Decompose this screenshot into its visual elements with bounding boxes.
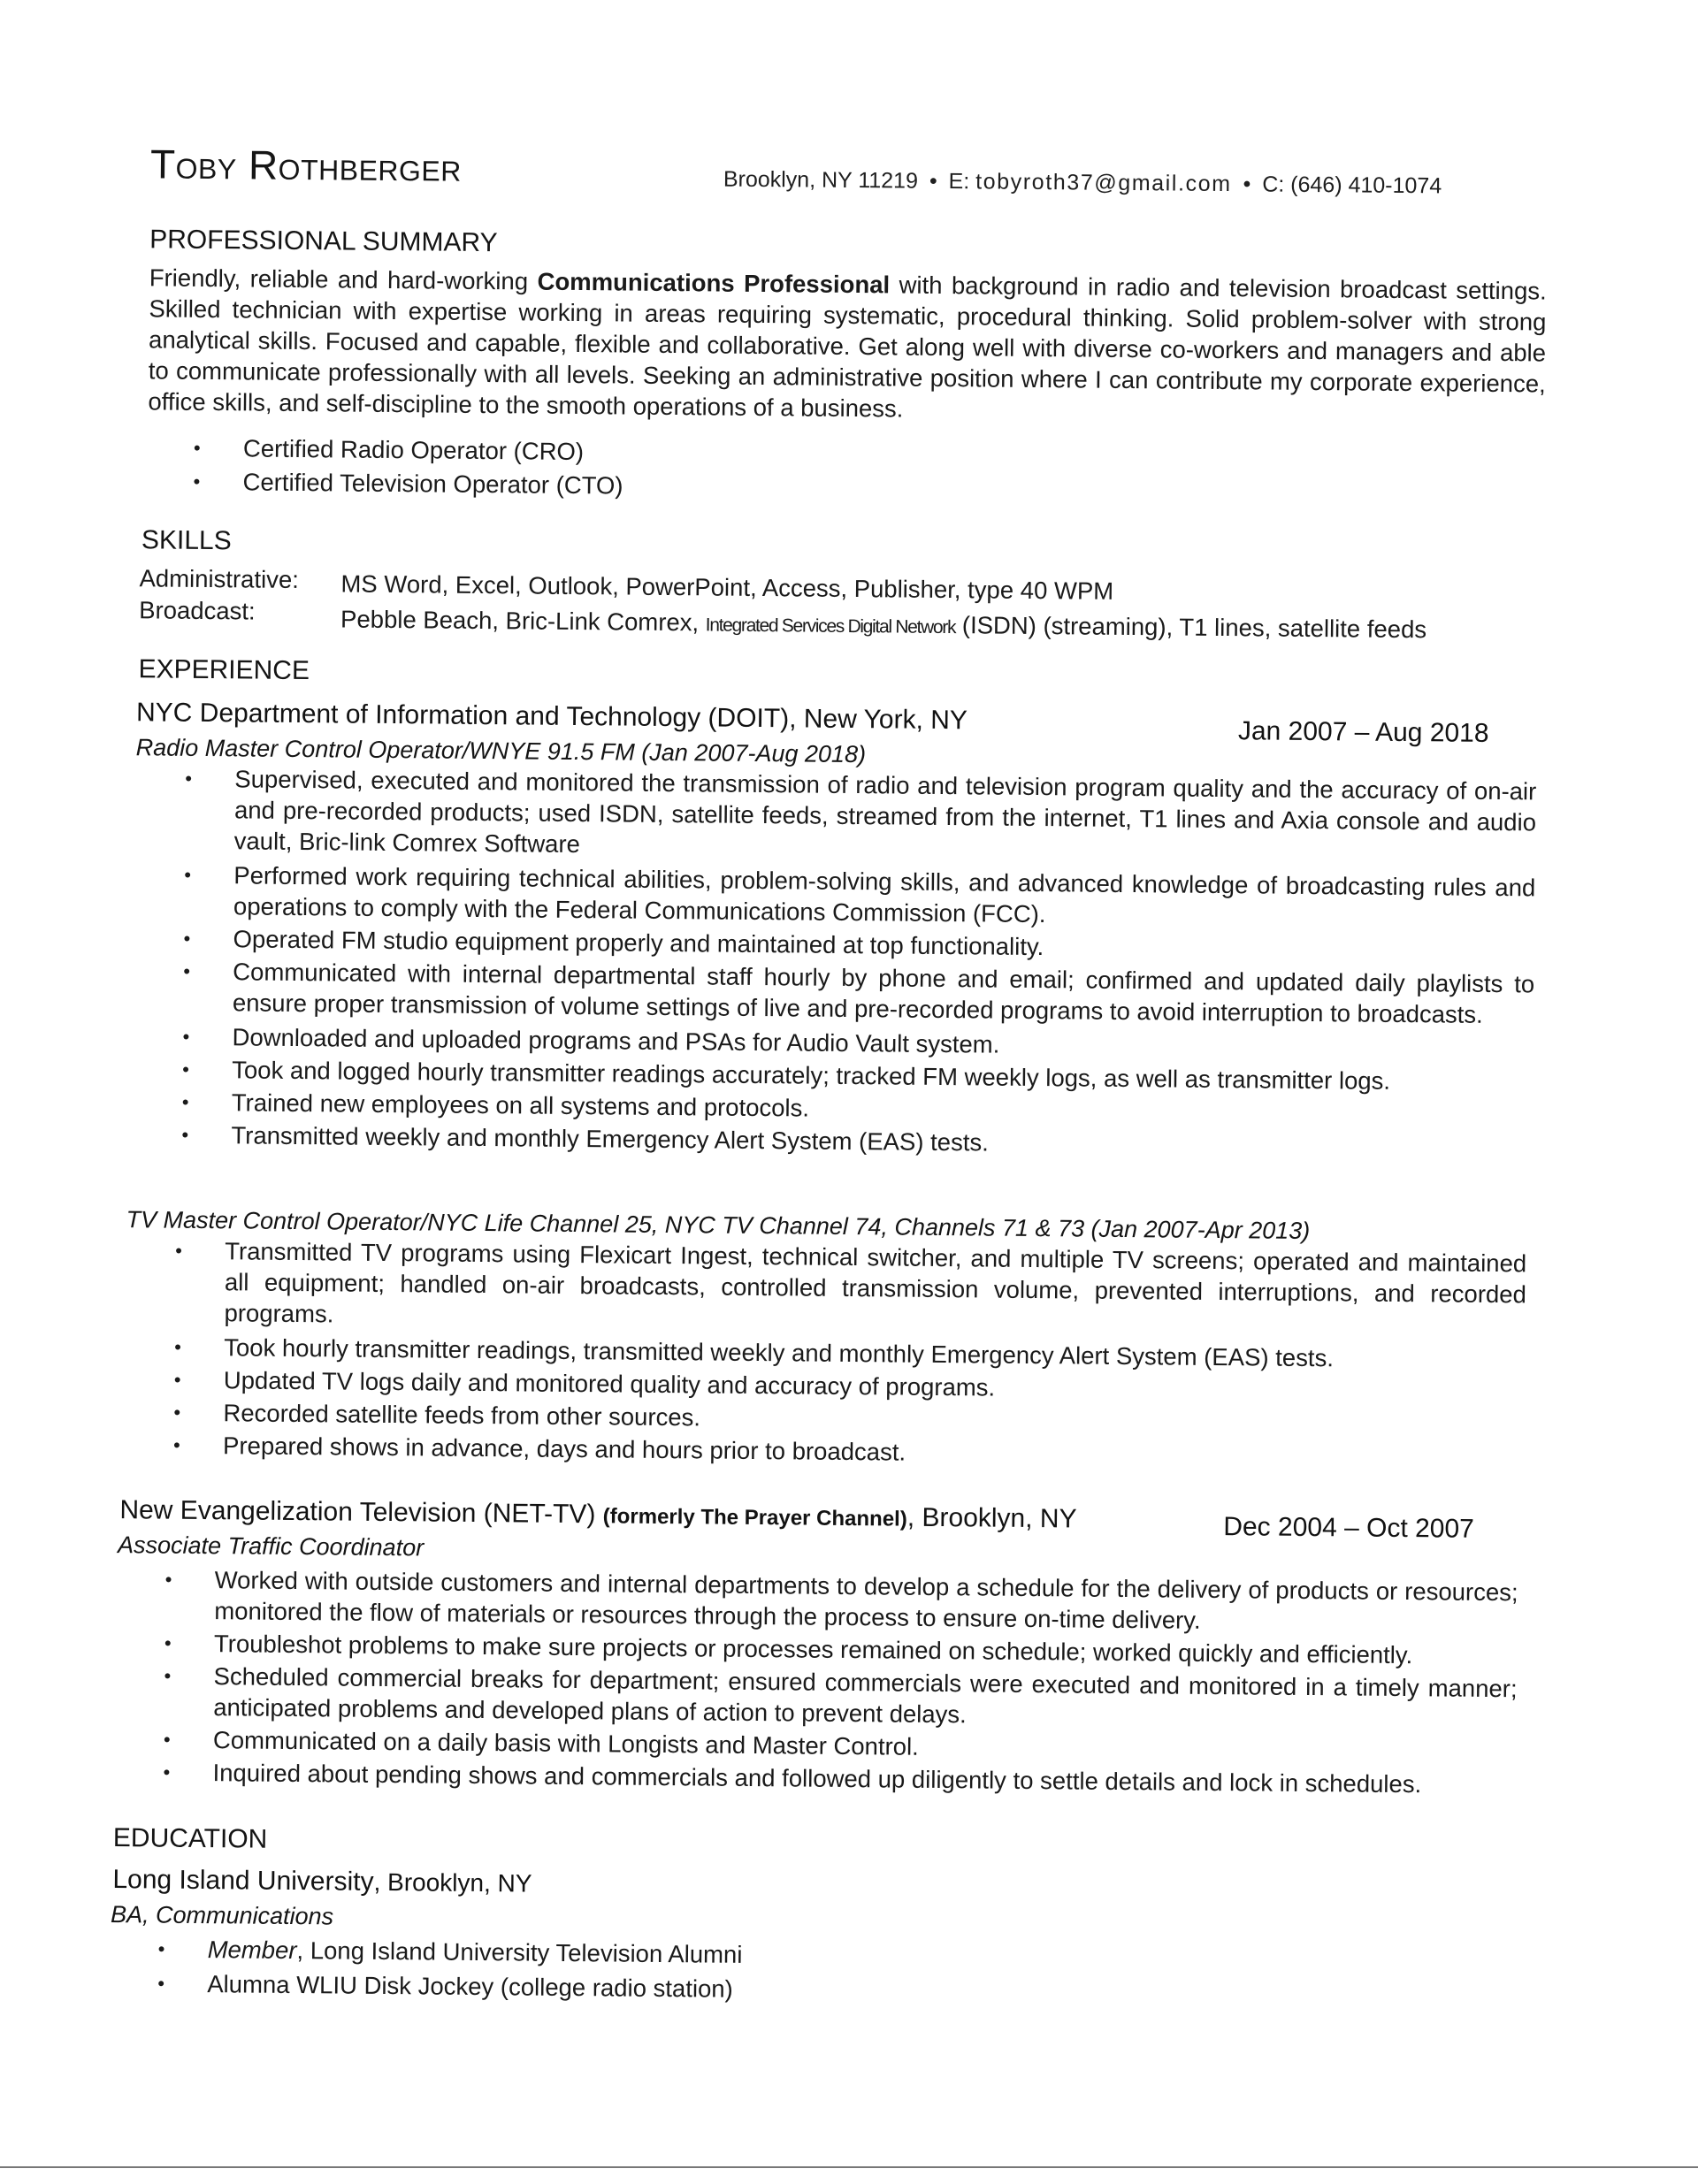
duty-text: Prepared shows in advance, days and hours prior to broadcast. xyxy=(222,1432,906,1466)
duty-text: Transmitted TV programs using Flexicart Ingest, technical switcher, and multiple TV screens; operated and maintained all equipment; handled on-air broadcasts, controlled transmission volume, prevented interruptions, and recorded programs. xyxy=(224,1237,1527,1328)
list-item xyxy=(164,1564,1518,1638)
summary-paragraph xyxy=(148,262,1547,430)
cert-text: Certified Television Operator (CTO) xyxy=(242,468,623,500)
duty-text: Took hourly transmitter readings, transmitted weekly and monthly Emergency Alert System (EAS) tests. xyxy=(224,1333,1335,1372)
bullet-dot: • xyxy=(173,1368,181,1391)
traffic-duties-list xyxy=(163,1564,1518,1800)
bullet-dot: • xyxy=(157,1937,165,1960)
bullet-dot: • xyxy=(193,470,201,493)
duty-text: Inquired about pending shows and commercials and followed up diligently to settle details and lock in schedules. xyxy=(212,1759,1422,1798)
education-school xyxy=(112,1864,532,1899)
duty-text: Worked with outside customers and internal departments to develop a schedule for the delivery of products or resources; monitored the flow of materials or resources through the process to ensure on-time delivery. xyxy=(214,1566,1518,1634)
summary-heading: PROFESSIONAL SUMMARY xyxy=(149,225,498,258)
bullet-dot: • xyxy=(175,1239,183,1262)
job-dates-nettv: Dec 2004 – Oct 2007 xyxy=(1223,1512,1474,1544)
bullet-dot: • xyxy=(163,1728,171,1751)
org-note: (formerly The Prayer Channel) xyxy=(602,1504,907,1531)
skills-admin-value: MS Word, Excel, Outlook, PowerPoint, Access, Publisher, type 40 WPM xyxy=(340,569,1114,605)
bullet-dot: • xyxy=(157,1972,165,1995)
skills-admin-label: Administrative: xyxy=(139,564,300,594)
duty-text: Communicated on a daily basis with Longists and Master Control. xyxy=(212,1726,919,1760)
duty-text: Troubleshot problems to make sure projects or processes remained on schedule; worked quickly and efficiently. xyxy=(213,1630,1413,1669)
role-title-radio: Radio Master Control Operator/WNYE 91.5 FM (Jan 2007-Aug 2018) xyxy=(135,734,867,768)
summary-text-highlight: Communications Professional xyxy=(537,267,891,299)
contact-line xyxy=(723,167,1442,200)
bullet-dot: • xyxy=(164,1631,172,1654)
page-bottom-rule xyxy=(0,2166,1698,2168)
bullet-dot: • xyxy=(173,1401,181,1424)
education-items-list xyxy=(157,1934,1446,2011)
bullet-dot: • xyxy=(174,1335,182,1358)
duty-text: Downloaded and uploaded programs and PSAs for Audio Vault system. xyxy=(232,1023,1000,1058)
separator-bullet: • xyxy=(1243,172,1251,197)
experience-heading: EXPERIENCE xyxy=(138,654,310,686)
education-item: Alumna WLIU Disk Jockey (college radio station) xyxy=(207,1970,733,2003)
school-name: Long Island University xyxy=(112,1865,374,1897)
duty-text: Updated TV logs daily and monitored quality and accuracy of programs. xyxy=(223,1366,996,1401)
list-item xyxy=(185,763,1537,868)
bullet-dot: • xyxy=(182,1025,190,1048)
phone-label: C: xyxy=(1262,172,1285,197)
job-org-nettv xyxy=(119,1494,1076,1536)
education-degree: BA, Communications xyxy=(110,1901,334,1930)
email-label: E: xyxy=(948,169,970,195)
bullet-dot: • xyxy=(173,1433,180,1456)
education-heading: EDUCATION xyxy=(112,1823,268,1854)
contact-phone: (646) 410-1074 xyxy=(1290,172,1442,199)
org-name: New Evangelization Television (NET-TV) xyxy=(119,1495,603,1530)
list-item xyxy=(184,859,1536,934)
bullet-dot: • xyxy=(182,1058,190,1081)
skills-broadcast-text-end: (ISDN) (streaming), T1 lines, satellite feeds xyxy=(955,611,1427,644)
list-item xyxy=(183,956,1535,1030)
bullet-dot: • xyxy=(193,436,201,459)
cert-text: Certified Radio Operator (CRO) xyxy=(242,434,585,466)
bullet-dot: • xyxy=(164,1568,172,1591)
list-item xyxy=(175,1235,1527,1340)
separator-bullet: • xyxy=(929,168,937,194)
bullet-dot: • xyxy=(185,767,193,790)
duty-text: Supervised, executed and monitored the transmission of radio and television program quality and the accuracy of on-air and pre-recorded products; used ISDN, satellite feeds, streamed from the internet, T1 lines and Axia console and audio vault, Bric-link Comrex Software xyxy=(233,765,1537,859)
duty-text: Communicated with internal departmental staff hourly by phone and email; confirmed and updated daily playlists to ensure proper transmission of volume settings of live and pre-recorded programs to avoid interruption to broadcasts. xyxy=(232,958,1535,1028)
duty-text: Took and logged hourly transmitter readings accurately; tracked FM weekly logs, as well as transmitter logs. xyxy=(232,1056,1391,1095)
tv-duties-list xyxy=(173,1235,1527,1473)
bullet-dot: • xyxy=(183,959,191,982)
skills-broadcast-condensed: Integrated Services Digital Network xyxy=(705,615,956,638)
skills-heading: SKILLS xyxy=(141,525,232,556)
radio-duties-list xyxy=(181,763,1537,1163)
summary-text-start: Friendly, reliable and hard-working xyxy=(149,263,538,295)
candidate-name: Toby Rothberger xyxy=(149,141,463,190)
duty-text: Trained new employees on all systems and protocols. xyxy=(231,1088,810,1122)
education-item-text: , Long Island University Television Alumni xyxy=(296,1936,743,1968)
skills-broadcast-text: Pebble Beach, Bric-Link Comrex, xyxy=(340,605,706,637)
duty-text: Scheduled commercial breaks for department; ensured commercials were executed and monitored in a timely manner; anticipated problems and developed plans of action to prevent delays. xyxy=(213,1662,1518,1729)
contact-email[interactable]: tobyroth37@gmail.com xyxy=(975,169,1232,197)
org-location: , Brooklyn, NY xyxy=(906,1502,1077,1534)
bullet-dot: • xyxy=(181,1123,189,1146)
contact-location: Brooklyn, NY 11219 xyxy=(723,166,919,194)
duty-text: Performed work requiring technical abilities, problem-solving skills, and advanced knowledge of broadcasting rules and operations to comply with the Federal Communications Commission (FCC). xyxy=(233,861,1536,928)
skills-broadcast-label: Broadcast: xyxy=(139,596,256,625)
bullet-dot: • xyxy=(164,1664,172,1687)
certifications-list xyxy=(193,432,1481,508)
duty-text: Recorded satellite feeds from other sources. xyxy=(223,1399,701,1432)
bullet-dot: • xyxy=(184,863,192,886)
bullet-dot: • xyxy=(181,1090,189,1113)
list-item xyxy=(164,1661,1518,1735)
education-item-role: Member xyxy=(207,1936,297,1965)
role-title-traffic: Associate Traffic Coordinator xyxy=(117,1531,424,1562)
bullet-dot: • xyxy=(163,1760,171,1783)
skills-broadcast-value xyxy=(340,603,1426,647)
duty-text: Transmitted weekly and monthly Emergency Alert System (EAS) tests. xyxy=(231,1121,989,1157)
job-dates-doit: Jan 2007 – Aug 2018 xyxy=(1237,716,1489,748)
bullet-dot: • xyxy=(183,927,191,950)
duty-text: Operated FM studio equipment properly and maintained at top functionality. xyxy=(233,925,1044,961)
summary-text-rest: with background in radio and television broadcast settings. Skilled technician with expertise working in areas requiring systematic, procedural thinking. Solid problem-solver with strong analytical skills. Focused and capable, flexible and collaborative. Get along well with diverse co-workers and managers and able to communicate professionally with all levels. Seeking an administrative position where I can contribute my corporate experience, office skills, and self-discipline to the smooth operations of a business. xyxy=(148,271,1547,423)
school-location: , Brooklyn, NY xyxy=(373,1867,532,1898)
job-org-doit: NYC Department of Information and Technology (DOIT), New York, NY xyxy=(135,698,968,736)
role-title-tv: TV Master Control Operator/NYC Life Channel 25, NYC TV Channel 74, Channels 71 & 73 (Jan 2007-Apr 2013) xyxy=(126,1206,1311,1245)
